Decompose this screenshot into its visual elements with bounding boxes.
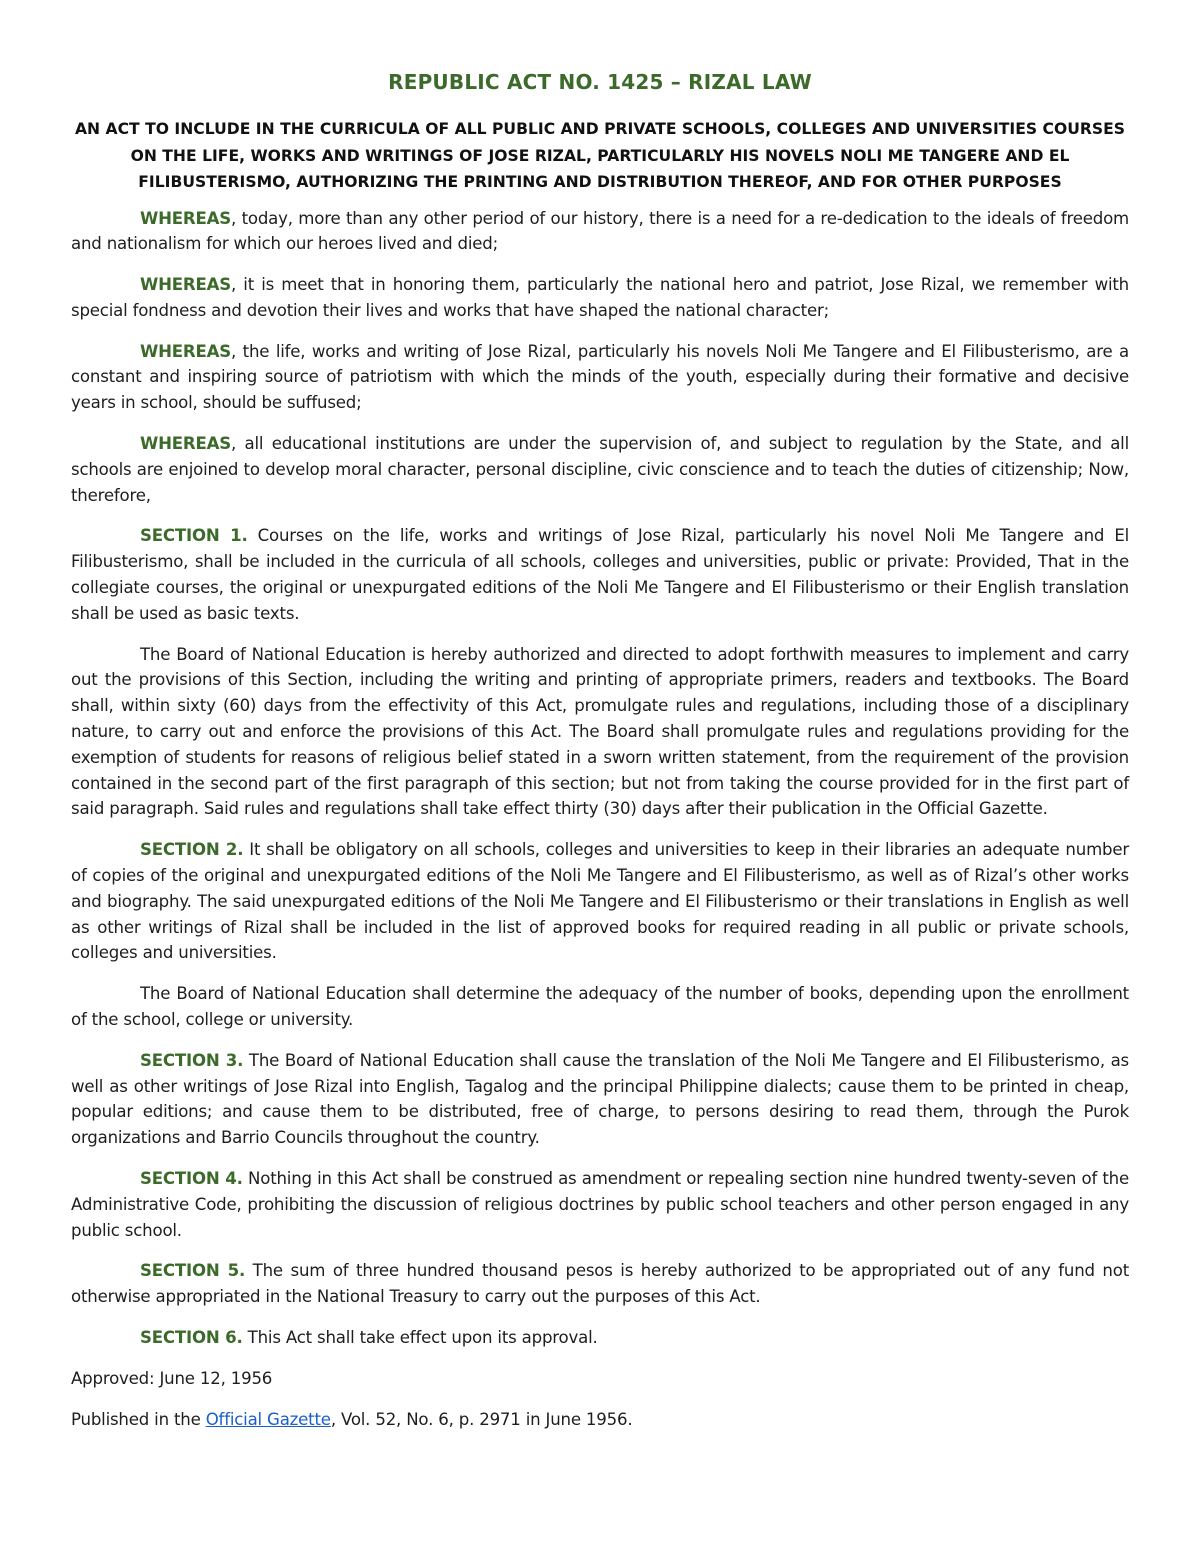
paragraph-text: , the life, works and writing of Jose Rizal, particularly his novels Noli Me Tangere and El Filibusterismo, are a constant and inspiring source of patriotism with which the minds of the youth, especially during their formative and decisive years in school, should be suffused; [71,341,1129,413]
section-4-paragraph [71,1166,1129,1243]
paragraph-text: The sum of three hundred thousand pesos is hereby authorized to be appropriated out of any fund not otherwise appropriated in the National Treasury to carry out the purposes of this Act. [71,1261,1130,1307]
document-title: REPUBLIC ACT NO. 1425 – RIZAL LAW [388,70,812,94]
paragraph-lead: SECTION 6. [140,1327,243,1347]
section-2-board-paragraph [71,981,1129,1033]
section-5-paragraph [71,1258,1129,1310]
approved-date: Approved: June 12, 1956 [71,1368,273,1388]
section-2-paragraph [71,837,1129,966]
paragraph-text: , it is meet that in honoring them, particularly the national hero and patriot, Jose Rizal, we remember with special fondness and devotion their lives and works that have shaped the national character; [71,275,1129,320]
paragraph-lead: WHEREAS [140,341,232,361]
document-page [71,70,1129,1447]
paragraph-text: Courses on the life, works and writings of Jose Rizal, particularly his novel Noli Me Tangere and El Filibusterismo, shall be included in the curricula of all schools, colleges and universities, public or private: Provided, That in the collegiate courses, the original or unexpurgated editions of the Noli Me Tangere and El Filibusterismo or their English translation shall be used as basic texts. [71,526,1130,623]
paragraph-lead: SECTION 1. [140,526,248,546]
paragraph-text: The Board of National Education shall cause the translation of the Noli Me Tangere and El Filibusterismo, as well as other writings of Jose Rizal into English, Tagalog and the principal Philippine dialects; cause them to be printed in cheap, popular editions; and cause them to be distributed, free of charge, to persons desiring to read them, through the Purok organizations and Barrio Councils throughout the country. [71,1050,1130,1148]
paragraph-text: It shall be obligatory on all schools, colleges and universities to keep in their libraries an adequate number of copies of the original and unexpurgated editions of the Noli Me Tangere and El Filibusterismo, as well as of Rizal’s other works and biography. The said unexpurgated editions of the Noli Me Tangere and El Filibusterismo or their translations in English as well as other writings of Rizal shall be included in the list of approved books for required reading in all public or private schools, colleges and universities. [71,840,1129,963]
whereas-paragraph-1 [71,206,1129,258]
paragraph-lead: SECTION 2. [140,840,244,860]
paragraph-text: The Board of National Education shall determine the adequacy of the number of books, depending upon the enrollment of the school, college or university. [71,984,1129,1030]
paragraph-lead: SECTION 4. [140,1169,243,1188]
section-1-board-paragraph [71,642,1129,823]
whereas-paragraph-3 [71,339,1129,416]
section-6-paragraph [71,1325,1129,1351]
whereas-paragraph-4 [71,431,1129,508]
paragraph-lead: WHEREAS [140,208,232,228]
paragraph-lead: SECTION 3. [140,1050,244,1070]
paragraph-text: The Board of National Education is hereby authorized and directed to adopt forthwith measures to implement and carry out the provisions of this Section, including the writing and printing of appropriate primers, readers and textbooks. The Board shall, within sixty (60) days from the effectivity of this Act, promulgate rules and regulations, including those of a disciplinary nature, to carry out and enforce the provisions of this Act. The Board shall promulgate rules and regulations providing for the exemption of students for reasons of religious belief stated in a sworn written statement, from the requirement of the provision contained in the second part of the first paragraph of this section; but not from taking the course provided for in the first part of said paragraph. Said rules and regulations shall take effect thirty (30) days after their publication in the Official Gazette. [71,644,1129,819]
paragraph-text: , all educational institutions are under the supervision of, and subject to regulation by the State, and all schools are enjoined to develop moral character, personal discipline, civic conscience and to teach the duties of citizenship; Now, therefore, [71,434,1129,505]
publication-suffix: , Vol. 52, No. 6, p. 2971 in June 1956. [330,1409,633,1429]
section-1-paragraph [71,523,1129,626]
document-subtitle: AN ACT TO INCLUDE IN THE CURRICULA OF ALL PUBLIC AND PRIVATE SCHOOLS, COLLEGES AND UNIVERSITIES COURSES ON THE LIFE, WORKS AND WRITINGS OF JOSE RIZAL, PARTICULARLY HIS NOVELS NOLI ME TANGERE AND EL FILIBUSTERISMO, AUTHORIZING THE PRINTING AND DISTRIBUTION THEREOF, AND FOR OTHER PURPOSES [74,120,1126,191]
whereas-paragraph-2 [71,272,1129,324]
publication-note [71,1407,1129,1433]
section-3-paragraph [71,1048,1129,1151]
paragraph-text: Nothing in this Act shall be construed as amendment or repealing section nine hundred twenty-seven of the Administrative Code, prohibiting the discussion of religious doctrines by public school teachers and other person engaged in any public school. [71,1169,1129,1240]
paragraph-text: This Act shall take effect upon its approval. [242,1327,598,1347]
official-gazette-link[interactable]: Official Gazette [205,1409,331,1429]
paragraph-lead: WHEREAS [140,434,232,454]
publication-prefix: Published in the [71,1409,206,1429]
paragraph-lead: SECTION 5. [140,1261,246,1281]
paragraph-lead: WHEREAS [140,275,232,295]
paragraph-text: , today, more than any other period of our history, there is a need for a re-dedication to the ideals of freedom and nationalism for which our heroes lived and died; [71,208,1129,254]
